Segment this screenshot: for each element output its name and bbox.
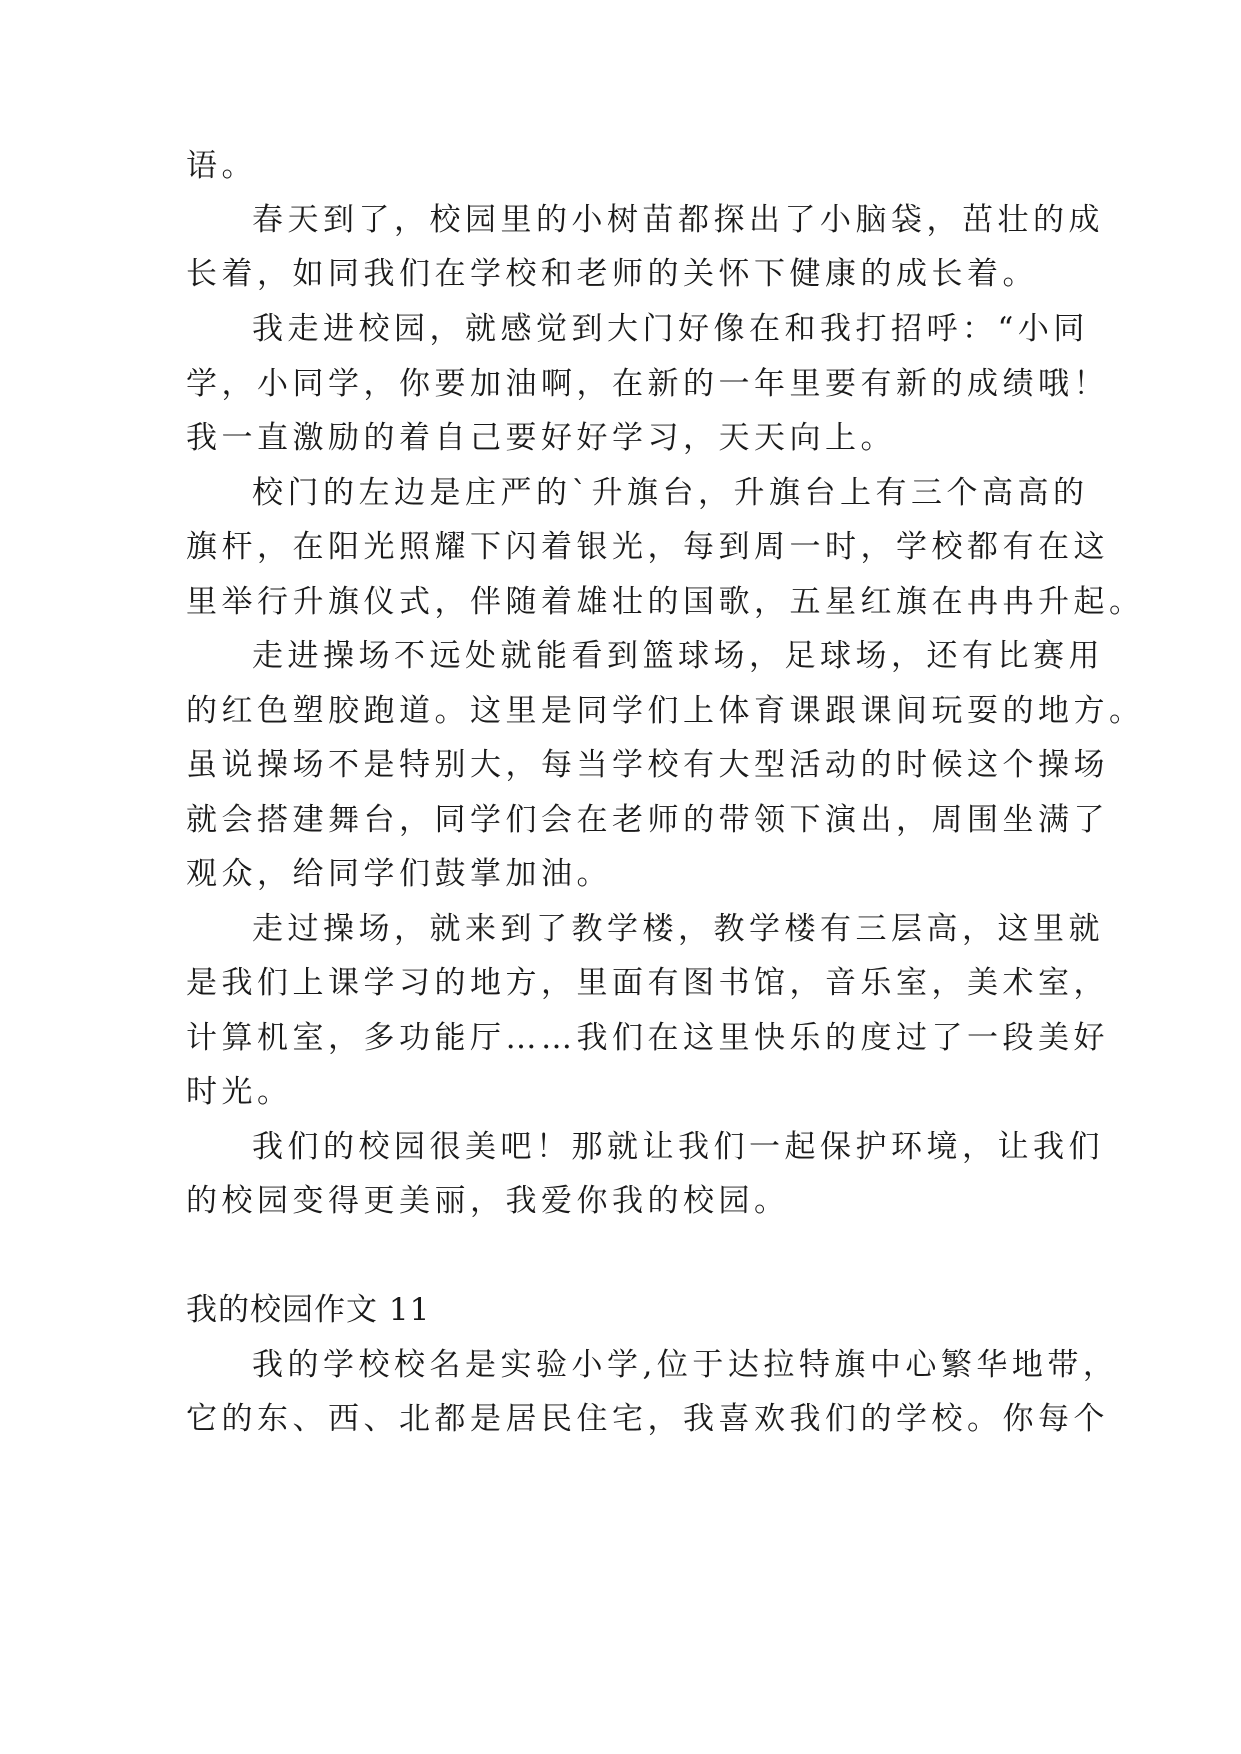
paragraph-first-line: 春天到了，校园里的小树苗都探出了小脑袋，茁壮的成 <box>252 202 1104 238</box>
paragraph-first-line: 我走进校园，就感觉到大门好像在和我打招呼：“小同 <box>252 311 1089 347</box>
text-line: 学，小同学，你要加油啊，在新的一年里要有新的成绩哦！ <box>186 366 1109 402</box>
text-line: 它的东、西、北都是居民住宅，我喜欢我们的学校。你每个 <box>186 1401 1109 1437</box>
paragraph-first-line: 走进操场不远处就能看到篮球场，足球场，还有比赛用 <box>252 638 1104 674</box>
text-line: 里举行升旗仪式，伴随着雄壮的国歌，五星红旗在冉冉升起。 <box>186 584 1145 620</box>
text-line: 长着，如同我们在学校和老师的关怀下健康的成长着。 <box>186 256 1038 292</box>
text-line: 旗杆，在阳光照耀下闪着银光，每到周一时，学校都有在这 <box>186 529 1109 565</box>
text-line: 我一直激励的着自己要好好学习，天天向上。 <box>186 420 896 456</box>
text-line: 的红色塑胶跑道。这里是同学们上体育课跟课间玩耍的地方。 <box>186 693 1145 729</box>
paragraph-first-line: 我的学校校名是实验小学,位于达拉特旗中心繁华地带， <box>252 1347 1119 1383</box>
text-line: 的校园变得更美丽，我爱你我的校园。 <box>186 1183 790 1219</box>
paragraph-first-line: 我们的校园很美吧！那就让我们一起保护环境，让我们 <box>252 1129 1104 1165</box>
paragraph-first-line: 走过操场，就来到了教学楼，教学楼有三层高，这里就 <box>252 911 1104 947</box>
text-line: 计算机室，多功能厅……我们在这里快乐的度过了一段美好 <box>186 1020 1109 1056</box>
section-heading: 我的校园作文 11 <box>186 1292 431 1328</box>
text-line: 虽说操场不是特别大，每当学校有大型活动的时候这个操场 <box>186 747 1109 783</box>
text-line: 语。 <box>186 148 257 184</box>
text-line: 时光。 <box>186 1074 293 1110</box>
paragraph-first-line: 校门的左边是庄严的`升旗台，升旗台上有三个高高的 <box>252 475 1089 511</box>
text-line: 是我们上课学习的地方，里面有图书馆，音乐室，美术室， <box>186 965 1109 1001</box>
text-line: 观众，给同学们鼓掌加油。 <box>186 856 612 892</box>
text-line: 就会搭建舞台，同学们会在老师的带领下演出，周围坐满了 <box>186 802 1109 838</box>
